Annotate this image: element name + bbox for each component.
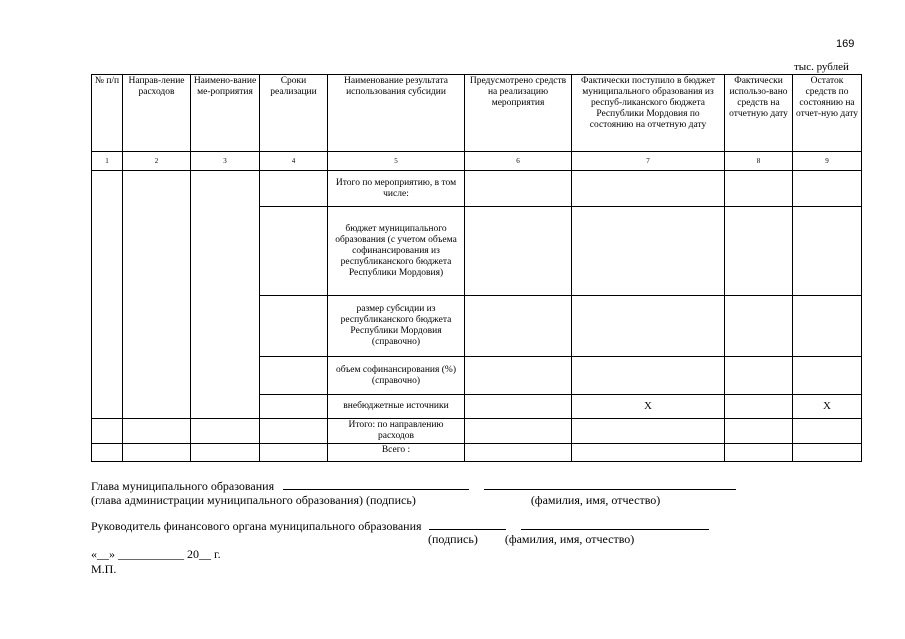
x-mark: X <box>572 395 725 419</box>
table-cell <box>260 296 328 357</box>
table-cell <box>572 171 725 207</box>
table-cell <box>465 395 572 419</box>
date-line: «__» ___________ 20__ г. <box>91 547 221 561</box>
table-cell <box>725 171 793 207</box>
table-cell <box>260 419 328 444</box>
row-label-grand-total: Всего : <box>328 444 465 462</box>
column-number: 1 <box>92 152 123 171</box>
table-cell <box>260 207 328 296</box>
name-blank <box>521 518 709 530</box>
header-cell: Наименование результата использования субсидии <box>328 75 465 152</box>
table-cell <box>191 171 260 419</box>
column-number: 9 <box>793 152 862 171</box>
table-cell <box>465 357 572 395</box>
table-cell <box>191 419 260 444</box>
header-cell: Направ-ление расходов <box>123 75 191 152</box>
header-cell: Остаток средств по состоянию на отчет-ную дату <box>793 75 862 152</box>
head-subtitle: (глава администрации муниципального образования) (подпись) <box>91 493 416 507</box>
header-cell: Сроки реализации <box>260 75 328 152</box>
table-cell <box>793 444 862 462</box>
header-cell: Предусмотрено средств на реализацию мероприятия <box>465 75 572 152</box>
table-cell <box>725 207 793 296</box>
table-cell <box>465 296 572 357</box>
table-cell <box>793 171 862 207</box>
table-cell <box>191 444 260 462</box>
table-row <box>92 419 862 444</box>
finance-label: Руководитель финансового органа муниципального образования <box>91 519 422 533</box>
table-cell <box>725 395 793 419</box>
report-table <box>91 74 862 462</box>
x-mark: X <box>793 395 862 419</box>
table-row <box>92 444 862 462</box>
table-cell <box>465 419 572 444</box>
table-cell <box>572 207 725 296</box>
stamp-label: М.П. <box>91 562 117 576</box>
head-caption-line <box>91 493 660 508</box>
column-number: 2 <box>123 152 191 171</box>
table-cell <box>725 357 793 395</box>
table-cell <box>793 207 862 296</box>
table-cell <box>793 296 862 357</box>
head-name-caption: (фамилия, имя, отчество) <box>530 493 661 507</box>
units-label: тыс. рублей <box>794 61 849 73</box>
table-cell <box>465 207 572 296</box>
header-cell: Фактически поступило в бюджет муниципального образования из респуб-ликанского бюджета Республики Мордовия по состоянию на отчетную дату <box>572 75 725 152</box>
table-cell <box>260 171 328 207</box>
header-cell: № п/п <box>92 75 123 152</box>
table-cell <box>465 444 572 462</box>
column-number-row <box>92 152 862 171</box>
row-label-municipal-budget: бюджет муниципального образования (с учетом объема софинансирования из республиканского бюджета Республики Мордовия) <box>328 207 465 296</box>
table-row <box>92 171 862 207</box>
table-cell <box>123 171 191 419</box>
row-label-cofinancing: объем софинансирования (%) (справочно) <box>328 357 465 395</box>
table-cell <box>572 357 725 395</box>
table-cell <box>123 419 191 444</box>
table-cell <box>793 419 862 444</box>
table-cell <box>260 357 328 395</box>
table-cell <box>260 395 328 419</box>
table-cell <box>260 444 328 462</box>
header-row <box>92 75 862 152</box>
row-label-subsidy-size: размер субсидии из республиканского бюджета Республики Мордовия (справочно) <box>328 296 465 357</box>
table-cell <box>92 171 123 419</box>
row-label-total-direction: Итого: по направлению расходов <box>328 419 465 444</box>
column-number: 3 <box>191 152 260 171</box>
name-blank <box>484 478 736 490</box>
header-cell: Фактически использо-вано средств на отчетную дату <box>725 75 793 152</box>
signature-blank <box>429 518 506 530</box>
signature-blank <box>283 478 469 490</box>
header-cell: Наимено-вание ме-роприятия <box>191 75 260 152</box>
table-cell <box>793 357 862 395</box>
table-cell <box>725 444 793 462</box>
table-cell <box>572 444 725 462</box>
finance-caption-line <box>428 532 634 547</box>
head-signature-line <box>91 478 736 494</box>
row-label-extrabudgetary: внебюджетные источники <box>328 395 465 419</box>
column-number: 4 <box>260 152 328 171</box>
column-number: 6 <box>465 152 572 171</box>
row-label-total-event: Итого по мероприятию, в том числе: <box>328 171 465 207</box>
finance-sign-caption: (подпись) <box>428 532 478 546</box>
table-cell <box>465 171 572 207</box>
column-number: 7 <box>572 152 725 171</box>
finance-name-caption: (фамилия, имя, отчество) <box>504 532 635 546</box>
table-cell <box>92 419 123 444</box>
table-cell <box>725 296 793 357</box>
table-cell <box>92 444 123 462</box>
column-number: 5 <box>328 152 465 171</box>
table-cell <box>725 419 793 444</box>
column-number: 8 <box>725 152 793 171</box>
table-cell <box>572 419 725 444</box>
head-label: Глава муниципального образования <box>91 479 275 493</box>
table-cell <box>123 444 191 462</box>
table-cell <box>572 296 725 357</box>
page-number: 169 <box>836 38 855 50</box>
